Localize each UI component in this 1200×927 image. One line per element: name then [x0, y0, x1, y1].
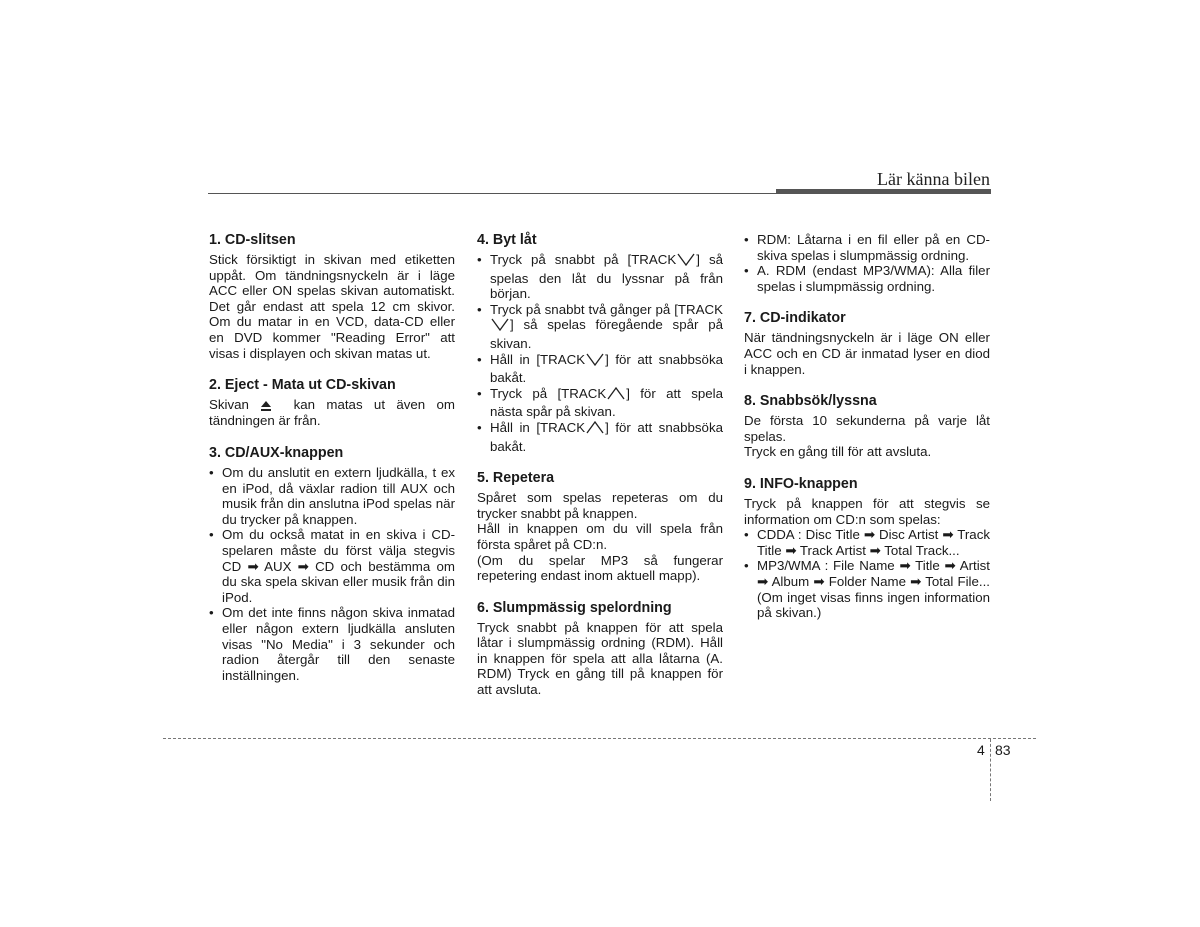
- section-cd-indicator: [744, 310, 990, 377]
- bullet-list: [744, 232, 990, 294]
- header-rule: [208, 193, 776, 194]
- item-text: Tryck på [TRACK: [490, 385, 607, 401]
- list-item: • RDM: Låtarna i en fil eller på en CD-skiva spelas i slumpmässig ordning.: [744, 232, 990, 263]
- page-number: 83: [995, 742, 1011, 758]
- column-3: [744, 232, 990, 637]
- section-repeat: [477, 470, 723, 584]
- section-random-continued: [744, 232, 990, 294]
- list-item: • MP3/WMA : File Name ➡ Title ➡ Artist ➡ Album ➡ Folder Name ➡ Total File... (Om inget visas finns ingen information på skivan.): [744, 558, 990, 620]
- section-eject: [209, 377, 455, 429]
- chevron-up-icon: [585, 420, 605, 439]
- item-text: ] för att snabbsöka bakåt.: [490, 419, 724, 454]
- list-item: [477, 420, 723, 454]
- item-text: ] så spelas den låt du lyssnar på från början.: [490, 252, 724, 302]
- section-info: [744, 476, 990, 621]
- section-random: [477, 600, 723, 698]
- section-body: [209, 397, 455, 429]
- list-item: • Om du också matat in en skiva i CD-spelaren måste du först välja stegvis CD ➡ AUX ➡ CD och bestämma om du ska spela skivan eller musik från din iPod.: [209, 527, 455, 605]
- bullet-list: [477, 252, 723, 454]
- section-title: 5. Repetera: [477, 470, 555, 487]
- item-text: ] för att snabbsöka bakåt.: [490, 351, 724, 386]
- list-item: [477, 302, 723, 352]
- chevron-down-icon: [490, 317, 510, 336]
- header-accent-bar: [776, 189, 991, 194]
- list-item: • CDDA : Disc Title ➡ Disc Artist ➡ Track Title ➡ Track Artist ➡ Total Track...: [744, 527, 990, 558]
- bullet-list: [209, 465, 455, 683]
- section-change-track: [477, 232, 723, 454]
- chevron-up-icon: [606, 386, 626, 405]
- item-text: ] så spelas föregående spår på skivan.: [490, 317, 723, 351]
- eject-text-before: Skivan: [209, 397, 249, 413]
- page-header-title: Lär känna bilen: [877, 169, 990, 189]
- list-item: [477, 252, 723, 302]
- section-body: (Om du spelar MP3 så fungerar repetering endast inom aktuell mapp).: [477, 552, 723, 584]
- section-body: Tryck en gång till för att avsluta.: [744, 444, 932, 460]
- column-1: [209, 232, 455, 699]
- chevron-down-icon: [676, 252, 696, 271]
- section-title: 7. CD-indikator: [744, 310, 846, 327]
- section-title: 4. Byt låt: [477, 232, 537, 248]
- chevron-down-icon: [585, 352, 605, 371]
- list-item: [477, 352, 723, 386]
- item-text: ] för att spela nästa spår på skivan.: [490, 385, 723, 420]
- section-body: Tryck på knappen för att stegvis se information om CD:n som spelas:: [744, 495, 990, 527]
- item-text: Tryck på snabbt två gånger på [TRACK: [490, 301, 723, 317]
- eject-text-after: kan matas ut även om tändningen är från.: [209, 397, 455, 429]
- chapter-number: 4: [977, 742, 985, 758]
- section-title: 9. INFO-knappen: [744, 475, 858, 492]
- section-body: De första 10 sekunderna på varje låt spelas.: [744, 413, 990, 444]
- footer-rule: [163, 738, 1036, 739]
- section-body: När tändningsnyckeln är i läge ON eller ACC och en CD är inmatad lyser en diod i knappen.: [744, 330, 990, 377]
- section-body: Spåret som spelas repeteras om du trycker snabbt på knappen.: [477, 490, 723, 521]
- section-body: Håll in knappen om du vill spela från första spåret på CD:n.: [477, 521, 723, 552]
- section-title: 8. Snabbsök/lyssna: [744, 393, 877, 410]
- list-item: • Om du anslutit en extern ljudkälla, t ex en iPod, då växlar radion till AUX och musik från din anslutna iPod spelas när du trycker på knappen.: [209, 465, 455, 527]
- list-item: • A. RDM (endast MP3/WMA): Alla filer spelas i slumpmässig ordning.: [744, 263, 990, 294]
- section-cd-slot: [209, 232, 455, 361]
- bullet-list: [744, 527, 990, 621]
- section-title: 1. CD-slitsen: [209, 232, 296, 248]
- section-scan: [744, 393, 990, 460]
- list-item: [477, 386, 723, 420]
- footer-vertical-rule: [990, 739, 991, 801]
- section-cd-aux: [209, 445, 455, 683]
- list-item: • Om det inte finns någon skiva inmatad eller någon extern ljudkälla ansluten visas "No Media" i 3 sekunder och radion återgår till den senaste inställningen.: [209, 605, 455, 683]
- section-title: 3. CD/AUX-knappen: [209, 445, 344, 462]
- section-body: Stick försiktigt in skivan med etiketten uppåt. Om tändningsnyckeln är i läge ACC eller ON spelas skivan automatiskt. Det går endast att spela 12 cm skivor. Om du matar in en VCD, data-CD eller en DVD kommer "Reading Error" att visas i displayen och skivan matas ut.: [209, 252, 455, 361]
- item-text: Håll in [TRACK: [490, 419, 586, 435]
- item-text: Håll in [TRACK: [490, 351, 586, 367]
- eject-icon: [260, 398, 282, 414]
- column-2: [477, 232, 723, 714]
- section-title: 6. Slumpmässig spelordning: [477, 599, 672, 616]
- section-body: Tryck snabbt på knappen för att spela låtar i slumpmässig ordning (RDM). Håll in knappen för spela att alla låtarna (A. RDM) Tryck en gång till på knappen för att avsluta.: [477, 619, 723, 698]
- section-title: 2. Eject - Mata ut CD-skivan: [209, 377, 396, 394]
- item-text: Tryck på snabbt på [TRACK: [490, 252, 677, 267]
